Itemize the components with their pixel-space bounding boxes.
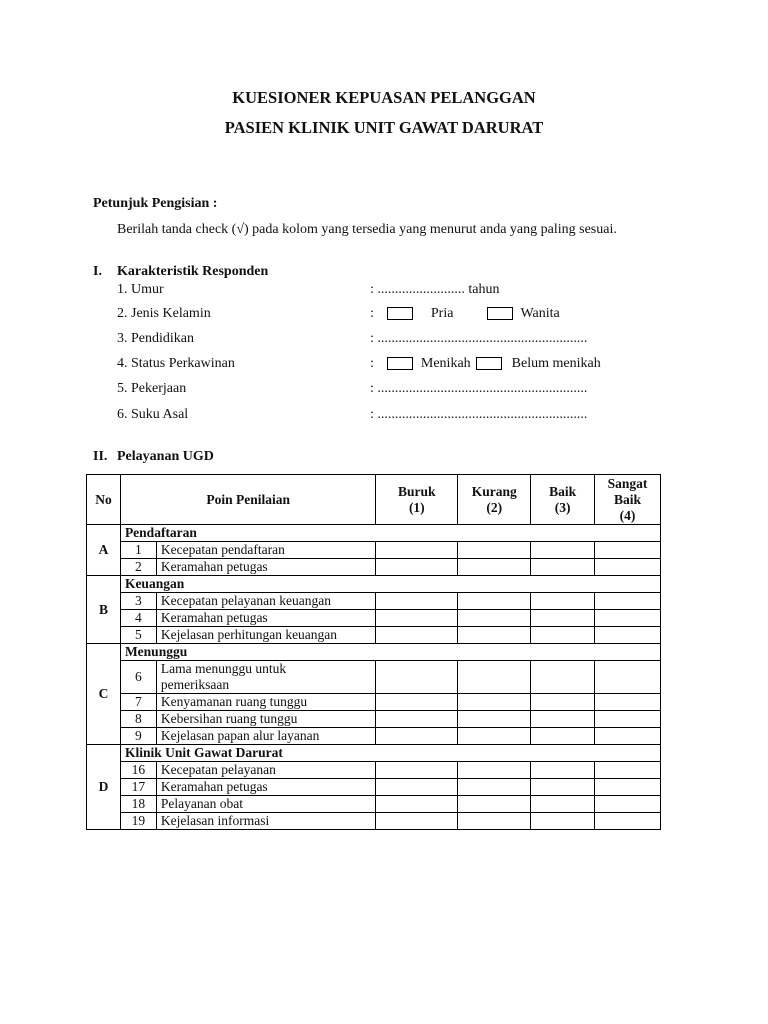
instructions-heading: Petunjuk Pengisian : bbox=[93, 196, 218, 211]
group-code: A bbox=[87, 525, 121, 576]
option-belum-menikah-label: Belum menikah bbox=[511, 356, 601, 371]
group-name: Klinik Unit Gawat Darurat bbox=[120, 745, 660, 762]
header-sangat-baik: Sangat Baik (4) bbox=[595, 475, 661, 525]
title-line-2: PASIEN KLINIK UNIT GAWAT DARURAT bbox=[224, 118, 544, 137]
item-text: Keramahan petugas bbox=[156, 610, 376, 627]
group-code: B bbox=[87, 576, 121, 644]
table-row bbox=[87, 661, 661, 694]
rating-cell-kurang[interactable] bbox=[458, 813, 531, 830]
rating-cell-buruk[interactable] bbox=[376, 627, 458, 644]
rating-cell-baik[interactable] bbox=[531, 762, 595, 779]
group-code: C bbox=[87, 644, 121, 745]
field-label-pendidikan: 3. Pendidikan bbox=[117, 331, 194, 346]
item-number: 3 bbox=[120, 593, 156, 610]
group-row-b bbox=[87, 576, 661, 593]
table-row bbox=[87, 627, 661, 644]
table-row bbox=[87, 694, 661, 711]
rating-cell-buruk[interactable] bbox=[376, 593, 458, 610]
rating-cell-buruk[interactable] bbox=[376, 779, 458, 796]
field-label-umur: 1. Umur bbox=[117, 282, 164, 297]
field-colon: : bbox=[370, 306, 374, 321]
item-text: Kecepatan pelayanan bbox=[156, 762, 376, 779]
checkbox-wanita[interactable] bbox=[487, 307, 513, 320]
rating-cell-buruk[interactable] bbox=[376, 813, 458, 830]
field-label-status-perkawinan: 4. Status Perkawinan bbox=[117, 356, 235, 371]
section1-heading: Karakteristik Responden bbox=[117, 264, 269, 279]
item-text: Kebersihan ruang tunggu bbox=[156, 711, 376, 728]
table-row bbox=[87, 813, 661, 830]
rating-cell-baik[interactable] bbox=[531, 813, 595, 830]
checkbox-belum-menikah[interactable] bbox=[476, 357, 502, 370]
rating-cell-kurang[interactable] bbox=[458, 559, 531, 576]
rating-cell-sangat-baik[interactable] bbox=[595, 661, 661, 694]
section2-number: II. bbox=[93, 449, 108, 464]
group-name: Pendaftaran bbox=[120, 525, 660, 542]
header-kurang: Kurang (2) bbox=[458, 475, 531, 525]
rating-cell-kurang[interactable] bbox=[458, 728, 531, 745]
rating-cell-baik[interactable] bbox=[531, 559, 595, 576]
rating-cell-kurang[interactable] bbox=[458, 779, 531, 796]
item-number: 18 bbox=[120, 796, 156, 813]
rating-cell-kurang[interactable] bbox=[458, 711, 531, 728]
item-text: Kejelasan perhitungan keuangan bbox=[156, 627, 376, 644]
rating-cell-sangat-baik[interactable] bbox=[595, 762, 661, 779]
rating-cell-kurang[interactable] bbox=[458, 762, 531, 779]
table-row bbox=[87, 762, 661, 779]
group-row-c bbox=[87, 644, 661, 661]
item-text: Kecepatan pelayanan keuangan bbox=[156, 593, 376, 610]
checkbox-pria[interactable] bbox=[387, 307, 413, 320]
rating-cell-sangat-baik[interactable] bbox=[595, 593, 661, 610]
header-buruk: Buruk (1) bbox=[376, 475, 458, 525]
item-number: 2 bbox=[120, 559, 156, 576]
rating-cell-baik[interactable] bbox=[531, 694, 595, 711]
field-value-umur[interactable]: : ......................... tahun bbox=[370, 282, 500, 297]
rating-cell-sangat-baik[interactable] bbox=[595, 694, 661, 711]
rating-cell-sangat-baik[interactable] bbox=[595, 813, 661, 830]
rating-cell-sangat-baik[interactable] bbox=[595, 627, 661, 644]
rating-cell-kurang[interactable] bbox=[458, 593, 531, 610]
group-row-d bbox=[87, 745, 661, 762]
item-text: Kecepatan pendaftaran bbox=[156, 542, 376, 559]
table-row bbox=[87, 711, 661, 728]
item-number: 16 bbox=[120, 762, 156, 779]
field-value-pendidikan[interactable]: : ............................................................ bbox=[370, 331, 588, 346]
field-label-suku-asal: 6. Suku Asal bbox=[117, 407, 189, 422]
item-text: Kenyamanan ruang tunggu bbox=[156, 694, 376, 711]
table-row bbox=[87, 796, 661, 813]
table-row bbox=[87, 728, 661, 745]
rating-cell-sangat-baik[interactable] bbox=[595, 542, 661, 559]
header-baik: Baik (3) bbox=[531, 475, 595, 525]
field-label-jenis-kelamin: 2. Jenis Kelamin bbox=[117, 306, 211, 321]
checkbox-menikah[interactable] bbox=[387, 357, 413, 370]
rating-cell-sangat-baik[interactable] bbox=[595, 796, 661, 813]
header-poin-penilaian: Poin Penilaian bbox=[120, 475, 375, 525]
group-row-a bbox=[87, 525, 661, 542]
rating-cell-kurang[interactable] bbox=[458, 610, 531, 627]
rating-cell-baik[interactable] bbox=[531, 593, 595, 610]
item-text: Kejelasan informasi bbox=[156, 813, 376, 830]
table-row bbox=[87, 593, 661, 610]
rating-cell-baik[interactable] bbox=[531, 627, 595, 644]
item-text: Keramahan petugas bbox=[156, 779, 376, 796]
item-number: 1 bbox=[120, 542, 156, 559]
rating-cell-sangat-baik[interactable] bbox=[595, 610, 661, 627]
table-row bbox=[87, 610, 661, 627]
table-header-row bbox=[87, 475, 661, 525]
rating-cell-sangat-baik[interactable] bbox=[595, 559, 661, 576]
rating-cell-sangat-baik[interactable] bbox=[595, 779, 661, 796]
rating-cell-baik[interactable] bbox=[531, 779, 595, 796]
rating-cell-kurang[interactable] bbox=[458, 796, 531, 813]
table-row bbox=[87, 542, 661, 559]
rating-cell-kurang[interactable] bbox=[458, 627, 531, 644]
rating-cell-buruk[interactable] bbox=[376, 610, 458, 627]
item-number: 5 bbox=[120, 627, 156, 644]
rating-cell-baik[interactable] bbox=[531, 661, 595, 694]
rating-cell-kurang[interactable] bbox=[458, 661, 531, 694]
table-row bbox=[87, 779, 661, 796]
title-line-1: KUESIONER KEPUASAN PELANGGAN bbox=[232, 88, 536, 107]
rating-cell-baik[interactable] bbox=[531, 711, 595, 728]
item-text: Lama menunggu untuk pemeriksaan bbox=[156, 661, 376, 694]
rating-cell-buruk[interactable] bbox=[376, 711, 458, 728]
field-colon: : bbox=[370, 356, 374, 371]
field-label-pekerjaan: 5. Pekerjaan bbox=[117, 381, 187, 396]
field-value-pekerjaan[interactable]: : ............................................................ bbox=[370, 381, 588, 396]
option-pria-label: Pria bbox=[430, 306, 454, 321]
item-text: Keramahan petugas bbox=[156, 559, 376, 576]
rating-cell-buruk[interactable] bbox=[376, 728, 458, 745]
rating-cell-sangat-baik[interactable] bbox=[595, 711, 661, 728]
rating-table bbox=[86, 474, 661, 830]
option-menikah-label: Menikah bbox=[420, 356, 471, 371]
group-code: D bbox=[87, 745, 121, 830]
rating-cell-baik[interactable] bbox=[531, 728, 595, 745]
instructions-text: Berilah tanda check (√) pada kolom yang tersedia yang menurut anda yang paling sesuai. bbox=[117, 222, 617, 237]
item-number: 7 bbox=[120, 694, 156, 711]
option-wanita-label: Wanita bbox=[520, 306, 560, 321]
rating-cell-baik[interactable] bbox=[531, 542, 595, 559]
item-number: 8 bbox=[120, 711, 156, 728]
item-number: 19 bbox=[120, 813, 156, 830]
rating-cell-kurang[interactable] bbox=[458, 542, 531, 559]
rating-cell-sangat-baik[interactable] bbox=[595, 728, 661, 745]
item-number: 17 bbox=[120, 779, 156, 796]
item-number: 9 bbox=[120, 728, 156, 745]
section2-heading: Pelayanan UGD bbox=[117, 449, 214, 464]
group-name: Keuangan bbox=[120, 576, 660, 593]
item-text: Pelayanan obat bbox=[156, 796, 376, 813]
rating-cell-buruk[interactable] bbox=[376, 661, 458, 694]
rating-cell-buruk[interactable] bbox=[376, 762, 458, 779]
group-name: Menunggu bbox=[120, 644, 660, 661]
rating-cell-baik[interactable] bbox=[531, 796, 595, 813]
field-value-suku-asal[interactable]: : ............................................................ bbox=[370, 407, 588, 422]
rating-cell-buruk[interactable] bbox=[376, 542, 458, 559]
section1-number: I. bbox=[93, 264, 102, 279]
rating-cell-buruk[interactable] bbox=[376, 796, 458, 813]
rating-cell-buruk[interactable] bbox=[376, 694, 458, 711]
header-no: No bbox=[87, 475, 121, 525]
item-text: Kejelasan papan alur layanan bbox=[156, 728, 376, 745]
item-number: 4 bbox=[120, 610, 156, 627]
rating-cell-kurang[interactable] bbox=[458, 694, 531, 711]
rating-cell-baik[interactable] bbox=[531, 610, 595, 627]
item-number: 6 bbox=[120, 661, 156, 694]
rating-cell-buruk[interactable] bbox=[376, 559, 458, 576]
table-row bbox=[87, 559, 661, 576]
